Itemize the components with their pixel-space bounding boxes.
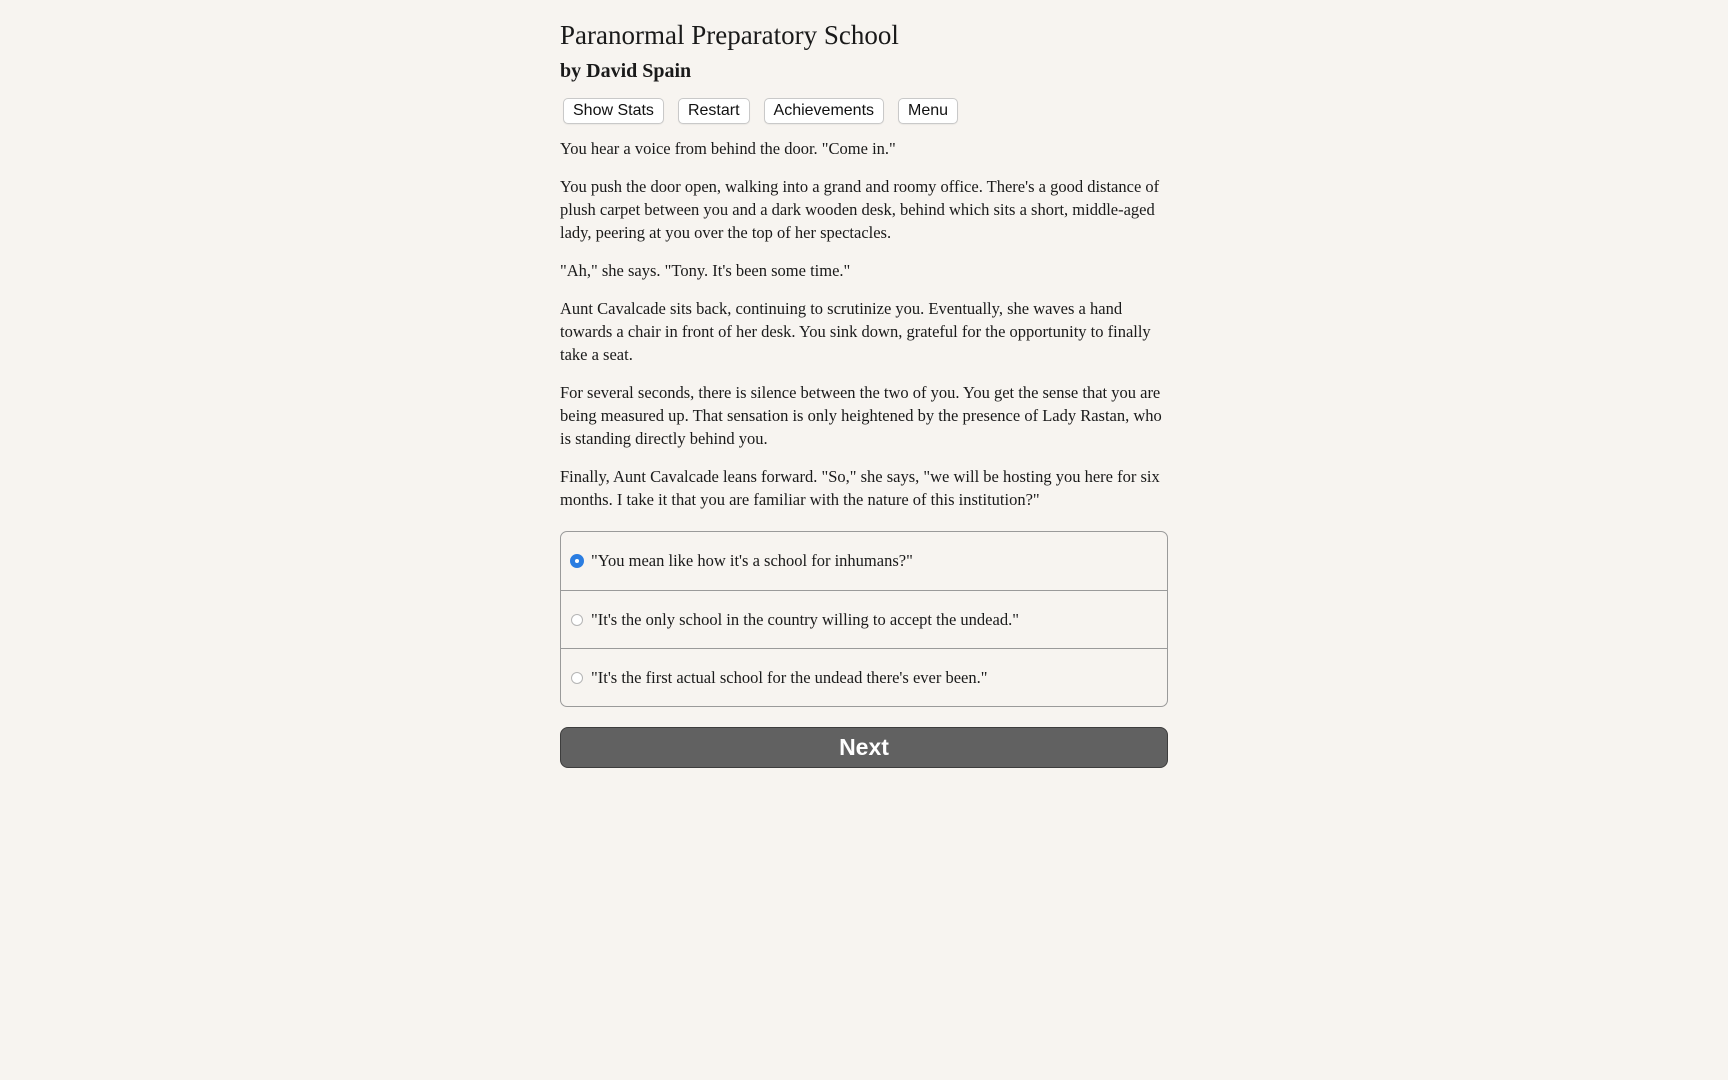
story-text [560,137,1168,511]
next-button[interactable]: Next [560,727,1168,768]
choice-option-2[interactable] [561,590,1167,648]
radio-unselected-icon[interactable] [571,672,583,684]
show-stats-button[interactable]: Show Stats [563,98,664,124]
choice-list [560,531,1168,707]
radio-selected-icon[interactable] [570,554,584,568]
choice-label: "It's the only school in the country willing to accept the undead." [591,609,1019,629]
restart-button[interactable]: Restart [678,98,750,124]
story-paragraph: "Ah," she says. "Tony. It's been some time." [560,261,851,280]
radio-unselected-icon[interactable] [571,614,583,626]
toolbar [560,98,1168,124]
story-paragraph: You push the door open, walking into a grand and roomy office. There's a good distance of plush carpet between you and a dark wooden desk, behind which sits a short, middle-aged lady, peering at you over the top of her spectacles. [560,177,1160,242]
achievements-button[interactable]: Achievements [764,98,885,124]
game-author: by David Spain [560,60,692,82]
choice-label: "You mean like how it's a school for inhumans?" [591,551,913,570]
menu-button[interactable]: Menu [898,98,958,124]
story-paragraph: For several seconds, there is silence between the two of you. You get the sense that you are being measured up. That sensation is only heightened by the presence of Lady Rastan, who is standing directly behind you. [560,383,1162,448]
story-paragraph: Finally, Aunt Cavalcade leans forward. "So," she says, "we will be hosting you here for six months. I take it that you are familiar with the nature of this institution?" [560,467,1160,509]
choice-option-1[interactable] [561,532,1167,590]
story-paragraph: You hear a voice from behind the door. "Come in." [560,139,896,158]
story-paragraph: Aunt Cavalcade sits back, continuing to scrutinize you. Eventually, she waves a hand towards a chair in front of her desk. You sink down, grateful for the opportunity to finally take a seat. [560,299,1151,364]
game-title: Paranormal Preparatory School [560,20,899,50]
choice-option-3[interactable] [561,648,1167,706]
choice-label: "It's the first actual school for the undead there's ever been." [591,667,988,687]
game-container [560,0,1168,768]
